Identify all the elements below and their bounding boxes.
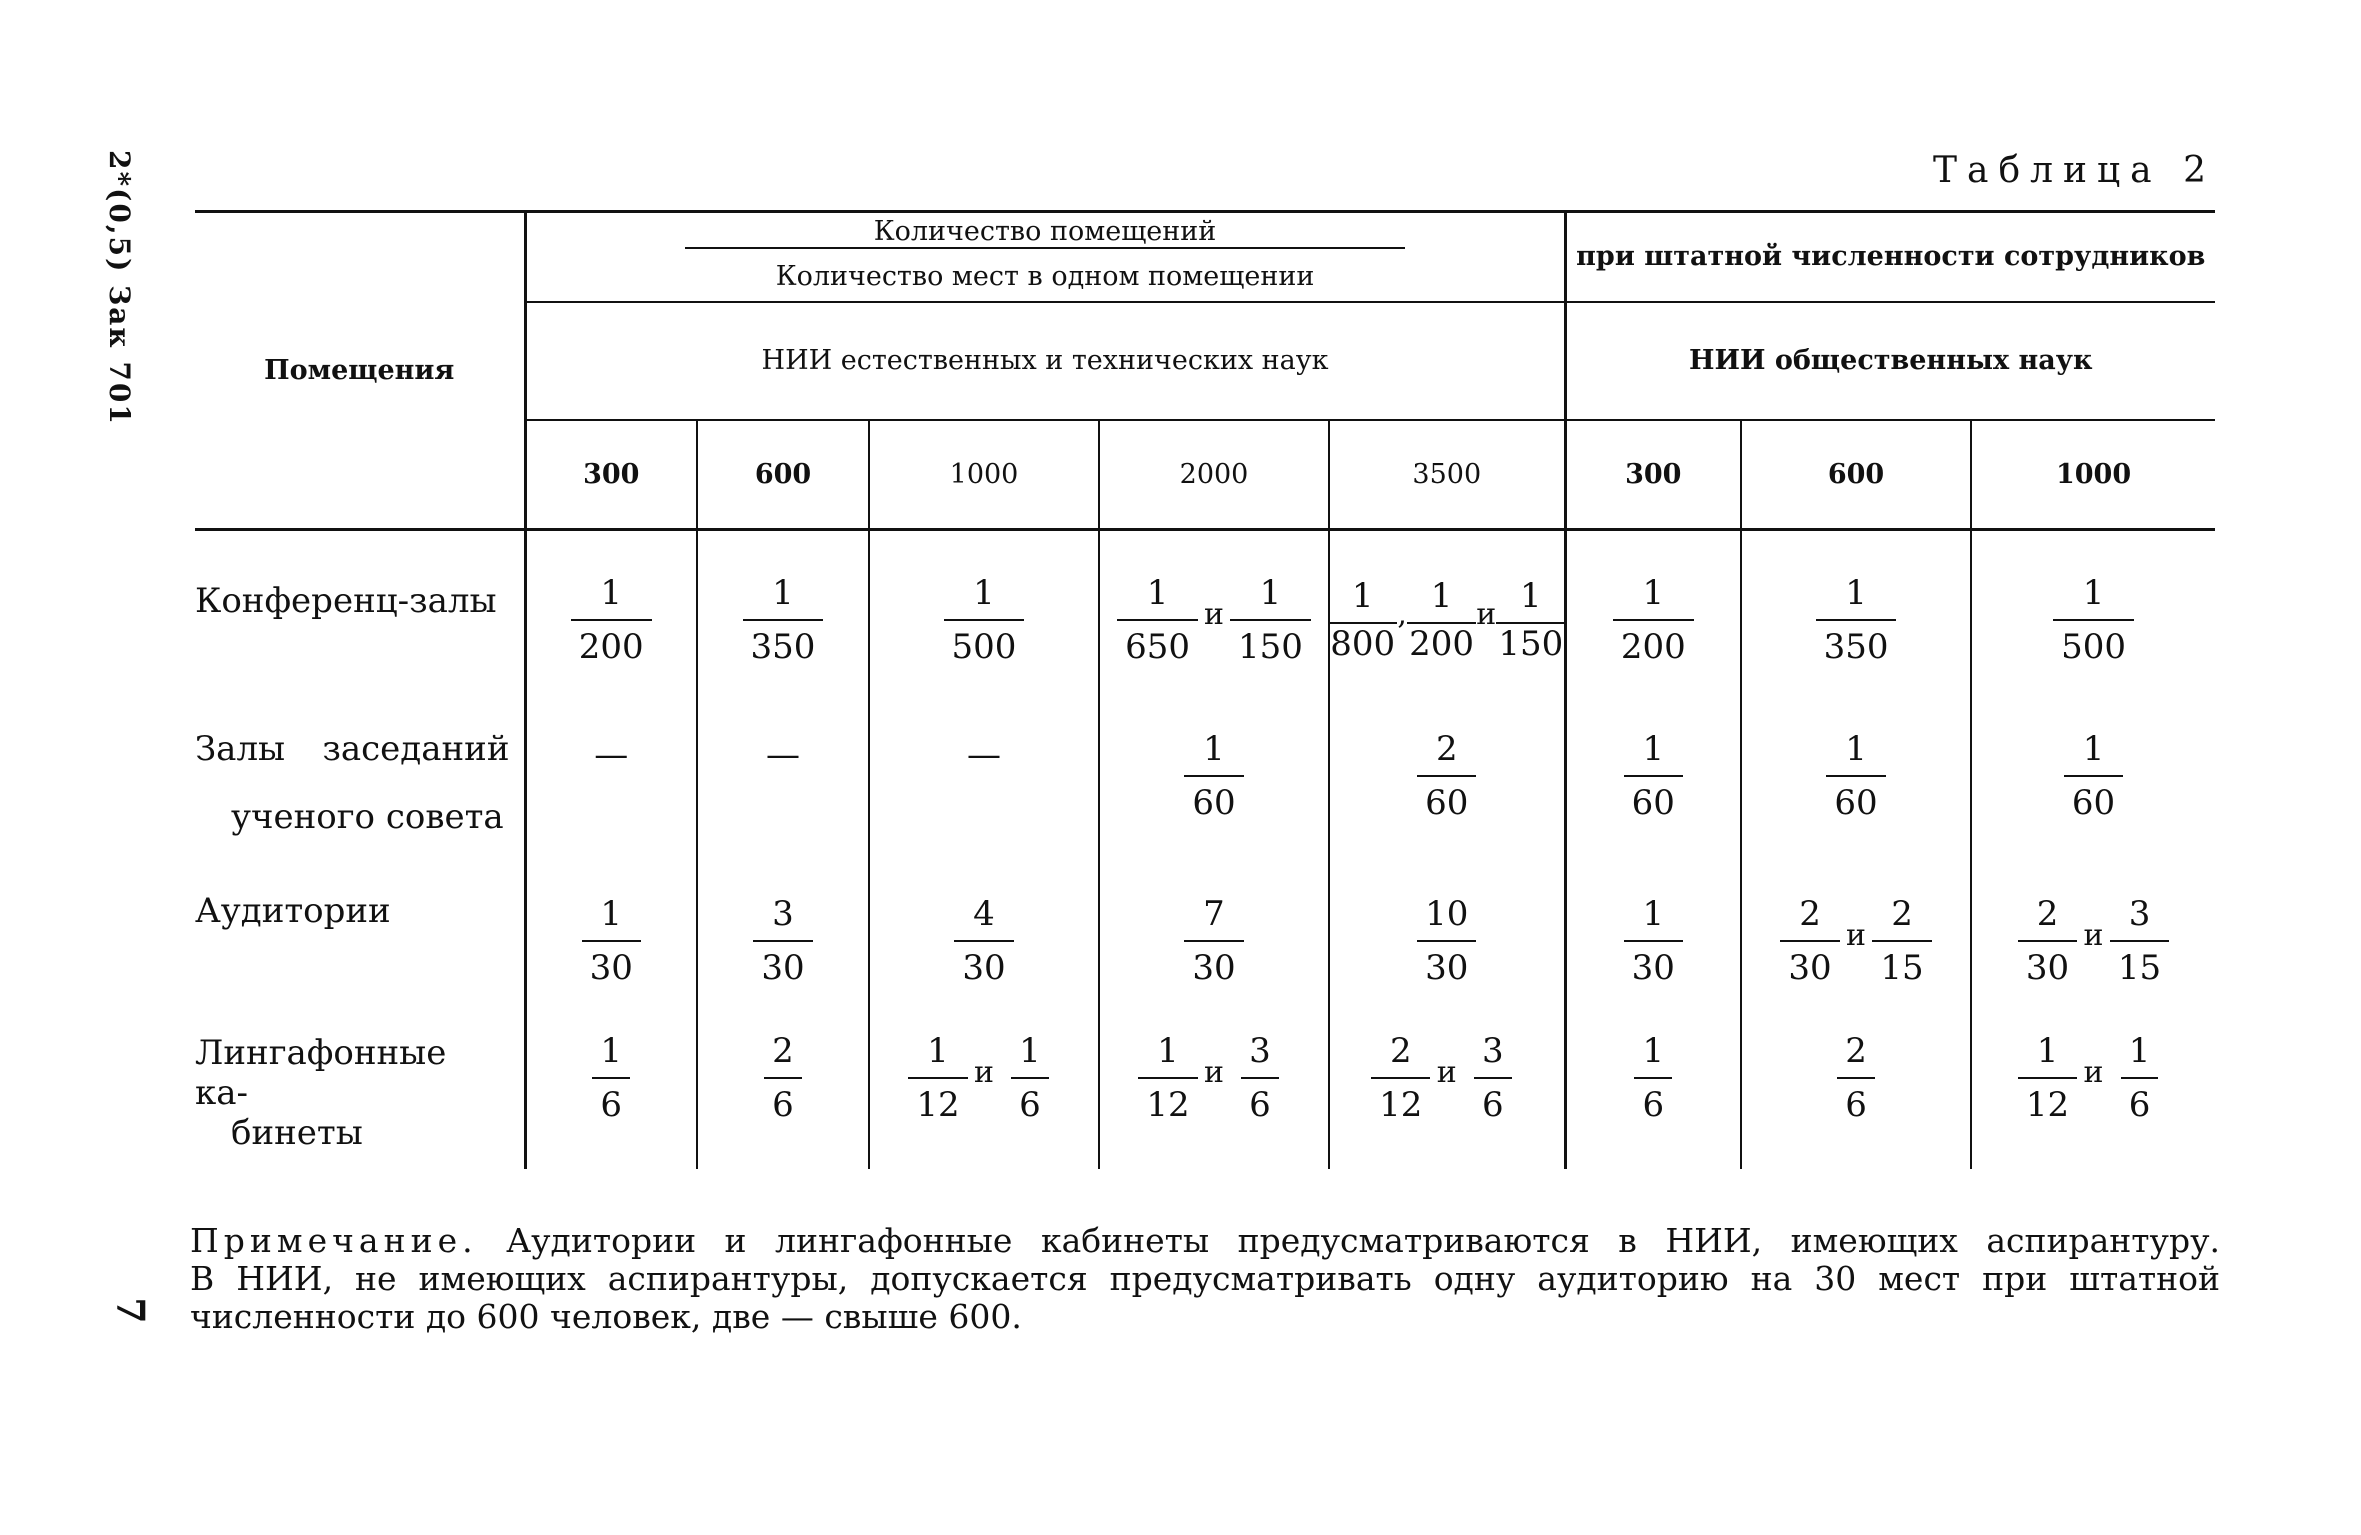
conjunction: и	[2083, 1054, 2104, 1090]
conjunction: и	[1204, 1054, 1224, 1090]
fraction: $\frac{2}{6}$	[1826, 1031, 1886, 1125]
fraction: $\frac{1}{350}$	[743, 573, 824, 667]
table-title: Таблица 2	[1933, 150, 2216, 191]
header-places: Количество мест в одном помещении	[775, 261, 1315, 292]
fraction: $\frac{3}{30}$	[753, 894, 813, 988]
fraction: $\frac{1}{6}$	[2110, 1031, 2170, 1125]
fraction: $\frac{1}{500}$	[2053, 573, 2134, 667]
fraction: $\frac{1}{30}$	[581, 894, 641, 988]
fraction: $\frac{1}{60}$	[1184, 729, 1244, 823]
fraction: $\frac{10}{30}$	[1407, 894, 1486, 988]
fraction: $\frac{2}{15}$	[1872, 894, 1932, 988]
col-natural-600: 600	[697, 420, 869, 530]
fraction: $\frac{1}{500}$	[944, 573, 1025, 667]
fraction: $\frac{1}{200}$	[1409, 576, 1474, 664]
table-row	[195, 1019, 2215, 1169]
fraction: $\frac{1}{200}$	[1613, 573, 1694, 667]
fraction: $\frac{1}{200}$	[571, 573, 652, 667]
fraction: $\frac{1}{6}$	[1623, 1031, 1683, 1125]
fraction: $\frac{1}{150}$	[1498, 576, 1564, 664]
table-row	[195, 709, 2215, 863]
conjunction: и	[1476, 596, 1497, 632]
fraction: $\frac{2}{30}$	[1780, 894, 1840, 988]
fraction: $\frac{1}{12}$	[1138, 1031, 1198, 1125]
fraction: $\frac{1}{12}$	[908, 1031, 968, 1125]
fraction: $\frac{1}{60}$	[1826, 729, 1886, 823]
fraction: $\frac{1}{150}$	[1230, 573, 1311, 667]
fraction: $\frac{1}{30}$	[1623, 894, 1683, 988]
header-rooms: Помещения	[195, 212, 525, 530]
page-number: 7	[108, 1297, 154, 1324]
table-row	[195, 863, 2215, 1019]
row-label-council: Залы заседаний ученого совета	[195, 729, 510, 837]
fraction: $\frac{1}{650}$	[1117, 573, 1198, 667]
fraction: $\frac{2}{30}$	[2018, 894, 2078, 988]
note-text: В НИИ, не имеющих аспирантуры, допускается предусматривать одну аудиторию на 30 мест при штатной численности до 600 человек, две — свыше 600.	[190, 1259, 2220, 1336]
margin-print-code: 2*(0,5) Зак 701	[103, 150, 136, 426]
fraction: $\frac{1}{350}$	[1816, 573, 1897, 667]
header-count-rooms: Количество помещений	[685, 217, 1405, 249]
header-social: НИИ общественных наук	[1565, 302, 2215, 420]
fraction: $\frac{2}{6}$	[753, 1031, 813, 1125]
fraction: $\frac{1}{6}$	[1000, 1031, 1060, 1125]
table-note	[190, 1222, 2220, 1336]
row-label-language-labs: Лингафонные ка- бинеты	[195, 1033, 447, 1153]
conjunction: и	[974, 1054, 994, 1090]
conjunction: и	[1436, 1054, 1457, 1090]
col-natural-1000: 1000	[869, 420, 1099, 530]
header-natural-group	[525, 212, 1565, 302]
note-heading: Примечание.	[190, 1221, 478, 1260]
fraction: $\frac{1}{800}$	[1330, 576, 1396, 664]
fraction: $\frac{7}{30}$	[1184, 894, 1244, 988]
conjunction: и	[1846, 917, 1867, 953]
fraction: $\frac{1}{6}$	[581, 1031, 641, 1125]
col-natural-3500: 3500	[1329, 420, 1565, 530]
comma: ,	[1397, 596, 1407, 632]
fraction: $\frac{1}{12}$	[2018, 1031, 2078, 1125]
conjunction: и	[2083, 917, 2104, 953]
fraction: $\frac{1}{60}$	[2064, 729, 2124, 823]
note-line1: Аудитории и лингафонные кабинеты предусматриваются в НИИ, имеющих аспирантуру.	[506, 1221, 2220, 1260]
fraction: $\frac{3}{6}$	[1230, 1031, 1290, 1125]
table-row	[195, 530, 2215, 710]
row-label-conference: Конференц-залы	[195, 581, 497, 621]
col-social-600: 600	[1741, 420, 1971, 530]
conjunction: и	[1204, 596, 1224, 632]
fraction: $\frac{3}{6}$	[1463, 1031, 1523, 1125]
fraction: $\frac{3}{15}$	[2110, 894, 2170, 988]
header-staff: при штатной численности сотрудников	[1565, 212, 2215, 302]
col-natural-2000: 2000	[1099, 420, 1329, 530]
fraction: $\frac{4}{30}$	[954, 894, 1014, 988]
fraction: $\frac{1}{60}$	[1623, 729, 1683, 823]
norms-table	[195, 210, 2215, 1169]
col-natural-300: 300	[525, 420, 697, 530]
dash: —	[594, 735, 629, 775]
col-social-300: 300	[1565, 420, 1741, 530]
fraction: $\frac{2}{12}$	[1371, 1031, 1431, 1125]
fraction: $\frac{2}{60}$	[1417, 729, 1477, 823]
header-natural: НИИ естественных и технических наук	[525, 302, 1565, 420]
col-social-1000: 1000	[1971, 420, 2215, 530]
dash: —	[967, 735, 1001, 775]
dash: —	[766, 735, 800, 775]
row-label-auditoriums: Аудитории	[195, 891, 391, 931]
